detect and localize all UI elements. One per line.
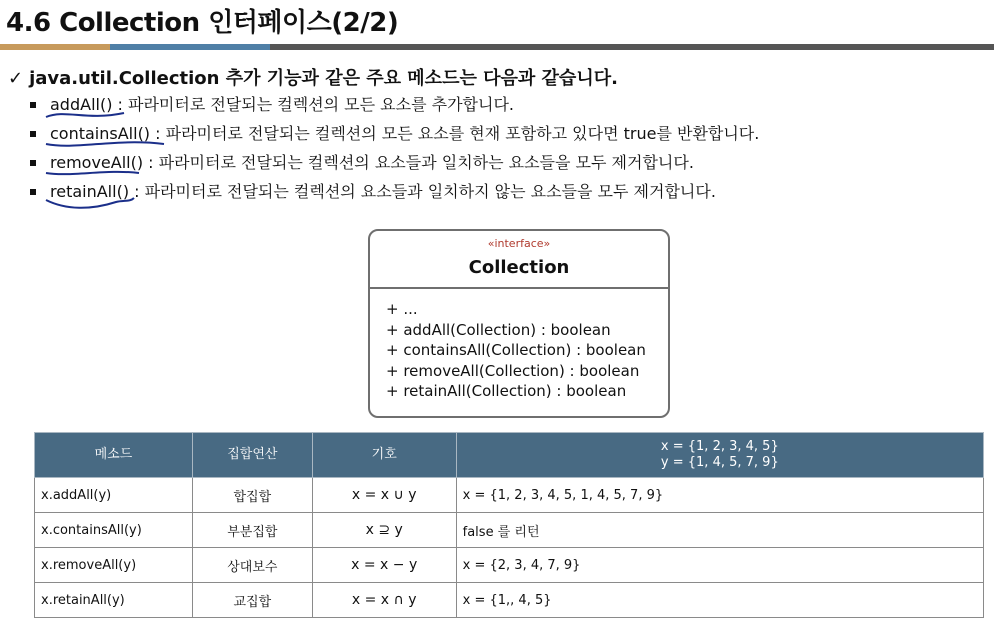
table-header-row: [35, 433, 984, 478]
uml-operation: + addAll(Collection) : boolean: [386, 320, 611, 339]
cell-result: x = {1, 2, 3, 4, 5, 1, 4, 5, 7, 9}: [456, 478, 983, 513]
bullet-square-icon: [30, 160, 36, 166]
uml-divider: [370, 287, 668, 289]
uml-operations: [386, 299, 646, 402]
method-name: addAll(): [50, 95, 112, 114]
handwritten-underline: [46, 109, 126, 123]
cell-method: x.containsAll(y): [35, 513, 193, 548]
cell-operation: 부분집합: [192, 513, 312, 548]
method-table: [34, 432, 984, 618]
uml-class-name: Collection: [468, 257, 570, 278]
cell-operation: 교집합: [192, 583, 312, 618]
header-symbol: 기호: [312, 433, 456, 478]
handwritten-underline: [46, 138, 166, 152]
cell-result: false 를 리턴: [456, 513, 983, 548]
slide-title: 4.6 Collection 인터페이스(2/2): [6, 8, 399, 38]
list-item: [30, 181, 759, 210]
method-name: containsAll(): [50, 124, 150, 143]
handwritten-underline: [46, 196, 136, 212]
header-sets: [456, 433, 983, 478]
method-name: removeAll(): [50, 153, 143, 172]
uml-class-box: [368, 229, 670, 418]
list-item: [30, 94, 759, 123]
method-description: : 파라미터로 전달되는 컬렉션의 모든 요소를 현재 포함하고 있다면 true를 반환합니다.: [150, 124, 760, 143]
table-row: [35, 583, 984, 618]
title-bar-blue-segment: [110, 44, 270, 50]
list-item: [30, 123, 759, 152]
cell-method: x.retainAll(y): [35, 583, 193, 618]
cell-symbol: x ⊇ y: [312, 513, 456, 548]
cell-symbol: x = x − y: [312, 548, 456, 583]
method-description: : 파라미터로 전달되는 컬렉션의 모든 요소를 추가합니다.: [112, 95, 515, 114]
header-set-y: y = {1, 4, 5, 7, 9}: [660, 455, 779, 470]
cell-method: x.addAll(y): [35, 478, 193, 513]
method-bullet-list: [30, 94, 759, 210]
section-heading-text: java.util.Collection 추가 기능과 같은 주요 메소드는 다음과 같습니다.: [29, 68, 618, 89]
header-set-x: x = {1, 2, 3, 4, 5}: [660, 439, 779, 454]
uml-operation: + removeAll(Collection) : boolean: [386, 361, 640, 380]
cell-result: x = {1,, 4, 5}: [456, 583, 983, 618]
table-row: [35, 478, 984, 513]
title-bar-gray-segment: [270, 44, 994, 50]
handwritten-underline: [46, 167, 141, 181]
uml-operation: + containsAll(Collection) : boolean: [386, 341, 646, 359]
method-description: : 파라미터로 전달되는 컬렉션의 요소들과 일치하지 않는 요소들을 모두 제거합니다.: [129, 182, 716, 201]
title-bar-gold-segment: [0, 44, 110, 50]
method-name: retainAll(): [50, 182, 129, 201]
cell-result: x = {2, 3, 4, 7, 9}: [456, 548, 983, 583]
table-row: [35, 548, 984, 583]
header-method: 메소드: [35, 433, 193, 478]
uml-operation: + ...: [386, 300, 418, 318]
uml-stereotype: «interface»: [487, 237, 551, 250]
cell-symbol: x = x ∪ y: [312, 478, 456, 513]
cell-symbol: x = x ∩ y: [312, 583, 456, 618]
cell-method: x.removeAll(y): [35, 548, 193, 583]
bullet-square-icon: [30, 189, 36, 195]
method-description: : 파라미터로 전달되는 컬렉션의 요소들과 일치하는 요소들을 모두 제거합니다.: [143, 153, 694, 172]
title-underline-bar: [0, 44, 994, 50]
checkmark-icon: ✓: [8, 68, 24, 89]
bullet-square-icon: [30, 102, 36, 108]
section-heading: [8, 64, 618, 90]
uml-operation: + retainAll(Collection) : boolean: [386, 382, 627, 400]
header-set-operation: 집합연산: [192, 433, 312, 478]
list-item: [30, 152, 759, 181]
cell-operation: 상대보수: [192, 548, 312, 583]
bullet-square-icon: [30, 131, 36, 137]
cell-operation: 합집합: [192, 478, 312, 513]
table-row: [35, 513, 984, 548]
